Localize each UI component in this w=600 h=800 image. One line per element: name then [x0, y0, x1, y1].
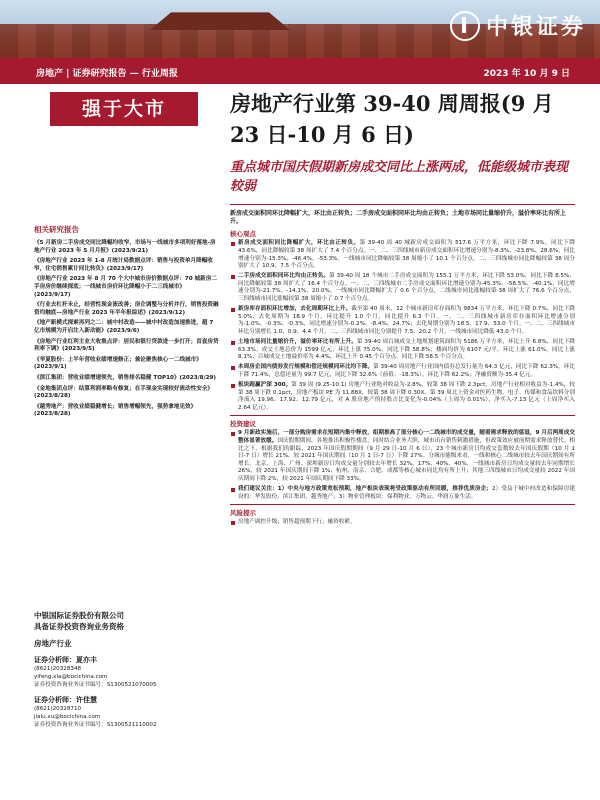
core-view-item: 本周房企国内债券发行规模和偿还规模同环比均下降。第 39-40 周房地产行业国内债券总发行量为 64.3 亿元，同比下降 62.3%，环比下降 71.4%，总偿还量为 99.7 亿元，同比下降 32.6%（前值：-18.3%），环比下降 62.2%；净融资额为-35.4 亿元。 — [230, 364, 575, 379]
sector-name: 房地产行业 — [34, 639, 72, 648]
related-report-item[interactable]: 《滨江集团：营收业绩增速领先，销售排名稳健 TOP10》(2023/8/29) — [34, 374, 216, 381]
title-divider — [230, 204, 575, 205]
investment-heading: 投资建议 — [230, 420, 256, 429]
report-subtitle: 重点城市国庆假期新房成交同比上涨两成，低能级城市表现较弱 — [230, 160, 569, 194]
core-view-item: 新房成交面积同比降幅扩大，环比由正转负。第 39-40 周 40 城新房成交面积为 517.6 万平方米，环比下降 7.9%，同比下降 43.6%，同比降幅较第 38 周扩大了 7.4 个百分点。一、二、三四线城市新房成交面积环比增速分别为-8.3%、-23.8%、28.6%，同比增速分别为-15.3%、-46.4%、-53.3%。一线城市同比降幅较第 38 周缩小了 10.1 个百分点，二、三四线城市同比降幅较第 38 周分别扩大了 10.9、7.5 个百分点。 — [230, 240, 575, 270]
brand-name: 中银证券 — [485, 15, 586, 40]
section-divider — [230, 504, 575, 505]
analyst-name: 证券分析师：夏亦丰 — [34, 656, 97, 664]
related-report-item[interactable]: 《5 月新房二手房成交同比降幅均收窄，市场与一线城市多项利好落地-房地产行业 2023 年 5 月月报》(2023/9/21) — [34, 240, 216, 254]
report-title: 房地产行业第 39-40 周周报(9 月 23 日-10 月 6 日) — [230, 91, 554, 147]
investment-item: 9 月新政实施后，一部分购房需求在短期内集中释放，组期推高了部分核心一二线城市的成交量，随着需求释放的惩退，9 月后两周成交整体显著放缓。国庆假期期间，各地推出积极性楼盘，同时结合业务大胆，城市出台销售刺激措施，但政策效应被前期需求释放替代。相比之下，根据我们的跟踪，2023 年国庆假期期间（9 月 29 日-10 月 6 日），23 个城市新房日均成交套数较去年国庆假期（10 月 1 日-7 日）增长 21%，较 2021 年国庆期间（10 月 1 日-7 日）下降 27%。分城市能级来看，一线和核心二线城市较去年国庆期间有所增长。北京、上海、广州、深圳新房日均成交量分别较去年增长 32%、17%、40%、40%，一线城市新房日均成交量较去年同期增长 26%，较 2021 年国庆期间下降 1%；杭州、南京、合肥、成都等核心城市同比均有所上升；其他三四线城市日均成交量较 2022 年国庆期间下降 2%，较 2021 年国庆期间下降 33%。 — [230, 430, 575, 483]
rating-badge: 强于大市 — [50, 92, 198, 126]
boc-logo-icon — [450, 11, 480, 41]
related-report-item[interactable]: 《房地产行业红利主业大收集点评：居民和银行贷款进一步打开；首套房贷利率下调》(2023/9/5) — [34, 338, 219, 353]
report-type-bar — [0, 58, 600, 84]
investment-item: 我们建议关注：1）中央与地方政策宽松预期，地产板块表现将受政策驱动有所回暖，推荐优质房企；2）受益于城中村改造和保障房建设的：华发股份、滨江集团、越秀地产；3）物业管理板块：保利物业、万物云、华润万象生活。 — [230, 486, 575, 501]
analyst-name: 证券分析师：许佳慧 — [34, 696, 97, 704]
analyst-cert: 证券投资咨询业务证书编号：S1300521110002 — [34, 722, 157, 728]
report-body — [230, 210, 575, 529]
core-views-heading: 核心观点 — [230, 230, 256, 239]
risk-item: 房地产调控升级；销售超预期下行；融资收紧。 — [230, 519, 575, 527]
related-report-item[interactable]: 《华夏股份：上半年营收业绩增速修正；兼论聚焦核心一二线城市》(2023/9/1) — [34, 356, 202, 371]
banner-gate-image — [150, 8, 290, 30]
core-view-item: 二手房成交面积同环比均由正转负。第 39-40 周 18 个城市二手房成交面积为 155.1 万平方米，环比下降 53.0%，同比下降 8.5%，同比降幅较第 38 周扩大了 16.4 个百分点。一、二、三四线城市二手房成交面积环比增速分别为-45.3%、-56.5%、-40.1%，同比增速分别为-21.7%、-14.1%、20.0%。一线城市同比降幅扩大了 0.6 个百分点，二线城市同比涨幅较第 38 周扩大了 76.6 个百分点，三四线城市同比涨幅较第 38 周缩小了 0.7 个百分点。 — [230, 273, 575, 303]
related-reports-heading: 相关研究报告 — [34, 225, 79, 234]
header-banner — [0, 0, 600, 58]
related-report-item[interactable]: 《房地产行业 2023 年 8 月 70 个大中城市房价数据点评：70 城新房二手房房价继续探底；一线城市房价环比降幅小于二三线城市》(2023/9/17) — [34, 276, 217, 298]
related-report-item[interactable]: 《越秀地产：营收业绩稳健增长；销售增幅领先，强势拿地见效》(2023/8/28) — [34, 403, 197, 418]
related-report-item[interactable]: 《金地集团点评：结算利润率略有修复；在手现金实现较好流动性安全》(2023/8/28) — [34, 385, 214, 400]
analyst-phone: (8621)20328348 — [34, 666, 82, 672]
risk-heading: 风险提示 — [230, 509, 256, 518]
related-reports — [34, 224, 219, 422]
core-view-item: 板块跑赢沪深 300。第 39 周 (9.25-10.1) 房地产行业绝对收益为-2.8%，较第 38 周下跌 2.3pct，房地产行业相对收益为-1.4%，较第 38 周下跌 0.1pct，房地产板块 PE 为 11.88X，较第 38 周下降 0.30X。第 39 周北上资金对医药生物、电子、传媒和食品饮料分别净流入 19.96、17.92、12.79 亿元，对 A 股房地产的持股占比变化为-0.04%（上周为 0.01%），净买入-7.13 亿元（上周净买入 2.64 亿元）。 — [230, 382, 575, 412]
report-category: 房地产 | 证券研究报告 — 行业周报 — [36, 69, 178, 79]
related-report-item[interactable]: 《行业去杠杆未止，经营性现金流改善；房企调整与分析并行，销售投资融资均触底—房地产行业 2023 年半年报综述》(2023/9/12) — [34, 302, 219, 316]
analyst-phone: (8621)20328710 — [34, 706, 82, 712]
org-qualification: 具备证券投资咨询业务资格 — [34, 622, 124, 631]
analyst-email[interactable]: jialu.xu@bocichina.com — [34, 714, 101, 720]
brand-logo — [450, 10, 586, 41]
related-report-item[interactable]: 《房地产行业 2023 年 1-8 月统计局数据点评：销售与投资单月降幅收窄，住宅销售累计同比转负》(2023/9/17) — [34, 258, 213, 272]
analyst-email[interactable]: yifeng.xia@bocichina.com — [34, 674, 108, 680]
org-name: 中银国际证券股份有限公司 — [34, 611, 124, 620]
core-view-item: 新房库存面积环比增加，去化周期环比上升。截至第 40 周末，12 个城市新房库存面积为 9834 万平方米，环比下降 0.7%，同比下降 5.0%；去化周期为 18.9 个月，环比提升 1.0 个月，同比提升 6.3 个月。一、二、三四线城市新房库存面积环比增速分别为-1.0%、-0.3%、-0.3%，同比增速分别为-0.2%、-8.4%、24.7%；去化周期分别为 18.5、17.9、53.0 个月。一、二、三四线城市环比分别增长 1.0、0.9、4.4 个月，二、三四线城市同比分别提升 7.5、20.2 个月，一线城市同比降低 43.0 个月。 — [230, 306, 575, 336]
report-date: 2023 年 10 月 9 日 — [483, 69, 570, 79]
analyst-cert: 证券投资咨询业务证书编号：S1300521070005 — [34, 682, 157, 688]
analyst-contact — [34, 610, 219, 729]
related-report-item[interactable]: 《地产新模式探索再列之二：城中村改造——城中村改造加速推进，超 7 亿市规模为开启注入新动能》(2023/9/6) — [34, 320, 214, 334]
summary-paragraph: 新房成交面积同环比降幅扩大，环比由正转负；二手房成交面积同环比均由正转负；土地市场同比量缩价升，溢价率环比有所上升。 — [230, 210, 567, 226]
section-divider — [230, 415, 575, 416]
core-view-item: 土地市场同比量缩价升，溢价率环比有所上升。第 39-40 周百城成交土地规划建筑面积为 5186 万平方米，环比上升 6.8%，同比下降 63.3%；成交土地总价为 1599 亿元，环比上涨 75.0%，同比下降 58.8%；楼面均价为 6107 元/平，环比上涨 61.0%，同比上涨 8.1%；百城成交土地溢价率为 4.4%，环比上升 0.45 个百分点，同比下降 58.5 个百分点。 — [230, 339, 575, 362]
